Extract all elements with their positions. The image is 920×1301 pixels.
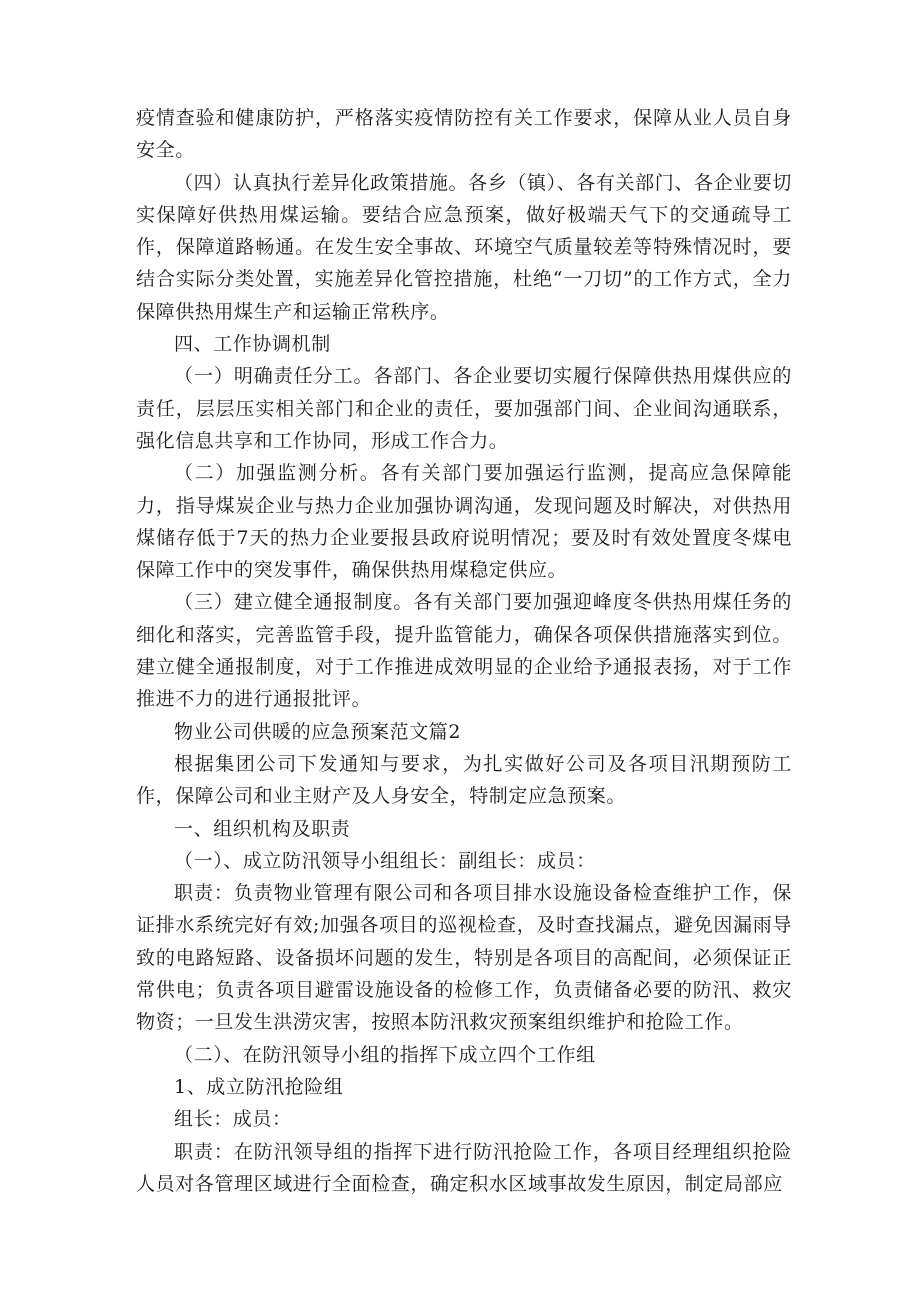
paragraph-5: （三）建立健全通报制度。各有关部门要加强迎峰度冬供热用煤任务的细化和落实，完善监管手段，提升监管能力，确保各项保供措施落实到位。建立健全通报制度，对于工作推进成效明显的企业给予通报表扬，对于工作推进不力的进行通报批评。 bbox=[136, 591, 792, 711]
paragraph-9: （二）、在防汛领导小组的指挥下成立四个工作组 bbox=[174, 1043, 596, 1066]
paragraph-6: 根据集团公司下发通知与要求，为扎实做好公司及各项目汛期预防工作，保障公司和业主财产及人身安全，特制定应急预案。 bbox=[136, 752, 792, 808]
article-title-2: 物业公司供暖的应急预案范文篇2 bbox=[174, 720, 462, 743]
subsection-heading-1: 1、成立防汛抢险组 bbox=[174, 1075, 344, 1098]
paragraph-4: （二）加强监测分析。各有关部门要加强运行监测，提高应急保障能力，指导煤炭企业与热力企业加强协调沟通，发现问题及时解决，对供热用煤储存低于7天的热力企业要报县政府说明情况；要及时有效处置度冬煤电保障工作中的突发事件，确保供热用煤稳定供应。 bbox=[136, 462, 792, 582]
paragraph-11: 职责：在防汛领导组的指挥下进行防汛抢险工作，各项目经理组织抢险人员对各管理区域进行全面检查，确定积水区域事故发生原因，制定局部应 bbox=[136, 1140, 792, 1195]
section-heading-1: 一、组织机构及职责 bbox=[174, 817, 351, 840]
paragraph-7: （一）、成立防汛领导小组组长：副组长：成员： bbox=[174, 849, 596, 872]
paragraph-1: 疫情查验和健康防护，严格落实疫情防控有关工作要求，保障从业人员自身安全。 bbox=[136, 107, 792, 162]
section-heading-4: 四、工作协调机制 bbox=[174, 333, 331, 356]
paragraph-2: （四）认真执行差异化政策措施。各乡（镇）、各有关部门、各企业要切实保障好供热用煤运输。要结合应急预案，做好极端天气下的交通疏导工作，保障道路畅通。在发生安全事故、环境空气质量较差等特殊情况时，要结合实际分类处置，实施差异化管控措施，杜绝“一刀切”的工作方式，全力保障供热用煤生产和运输正常秩序。 bbox=[136, 171, 792, 323]
paragraph-3: （一）明确责任分工。各部门、各企业要切实履行保障供热用煤供应的责任，层层压实相关部门和企业的责任，要加强部门间、企业间沟通联系，强化信息共享和工作协同，形成工作合力。 bbox=[136, 365, 792, 452]
paragraph-10: 组长：成员： bbox=[174, 1108, 292, 1131]
paragraph-8: 职责：负责物业管理有限公司和各项目排水设施设备检查维护工作，保证排水系统完好有效;加强各项目的巡视检查，及时查找漏点，避免因漏雨导致的电路短路、设备损坏问题的发生，特别是各项目的高配间，必须保证正常供电；负责各项目避雷设施设备的检修工作，负责储备必要的防汛、救灾物资；一旦发生洪涝灾害，按照本防汛救灾预案组织维护和抢险工作。 bbox=[136, 882, 792, 1034]
